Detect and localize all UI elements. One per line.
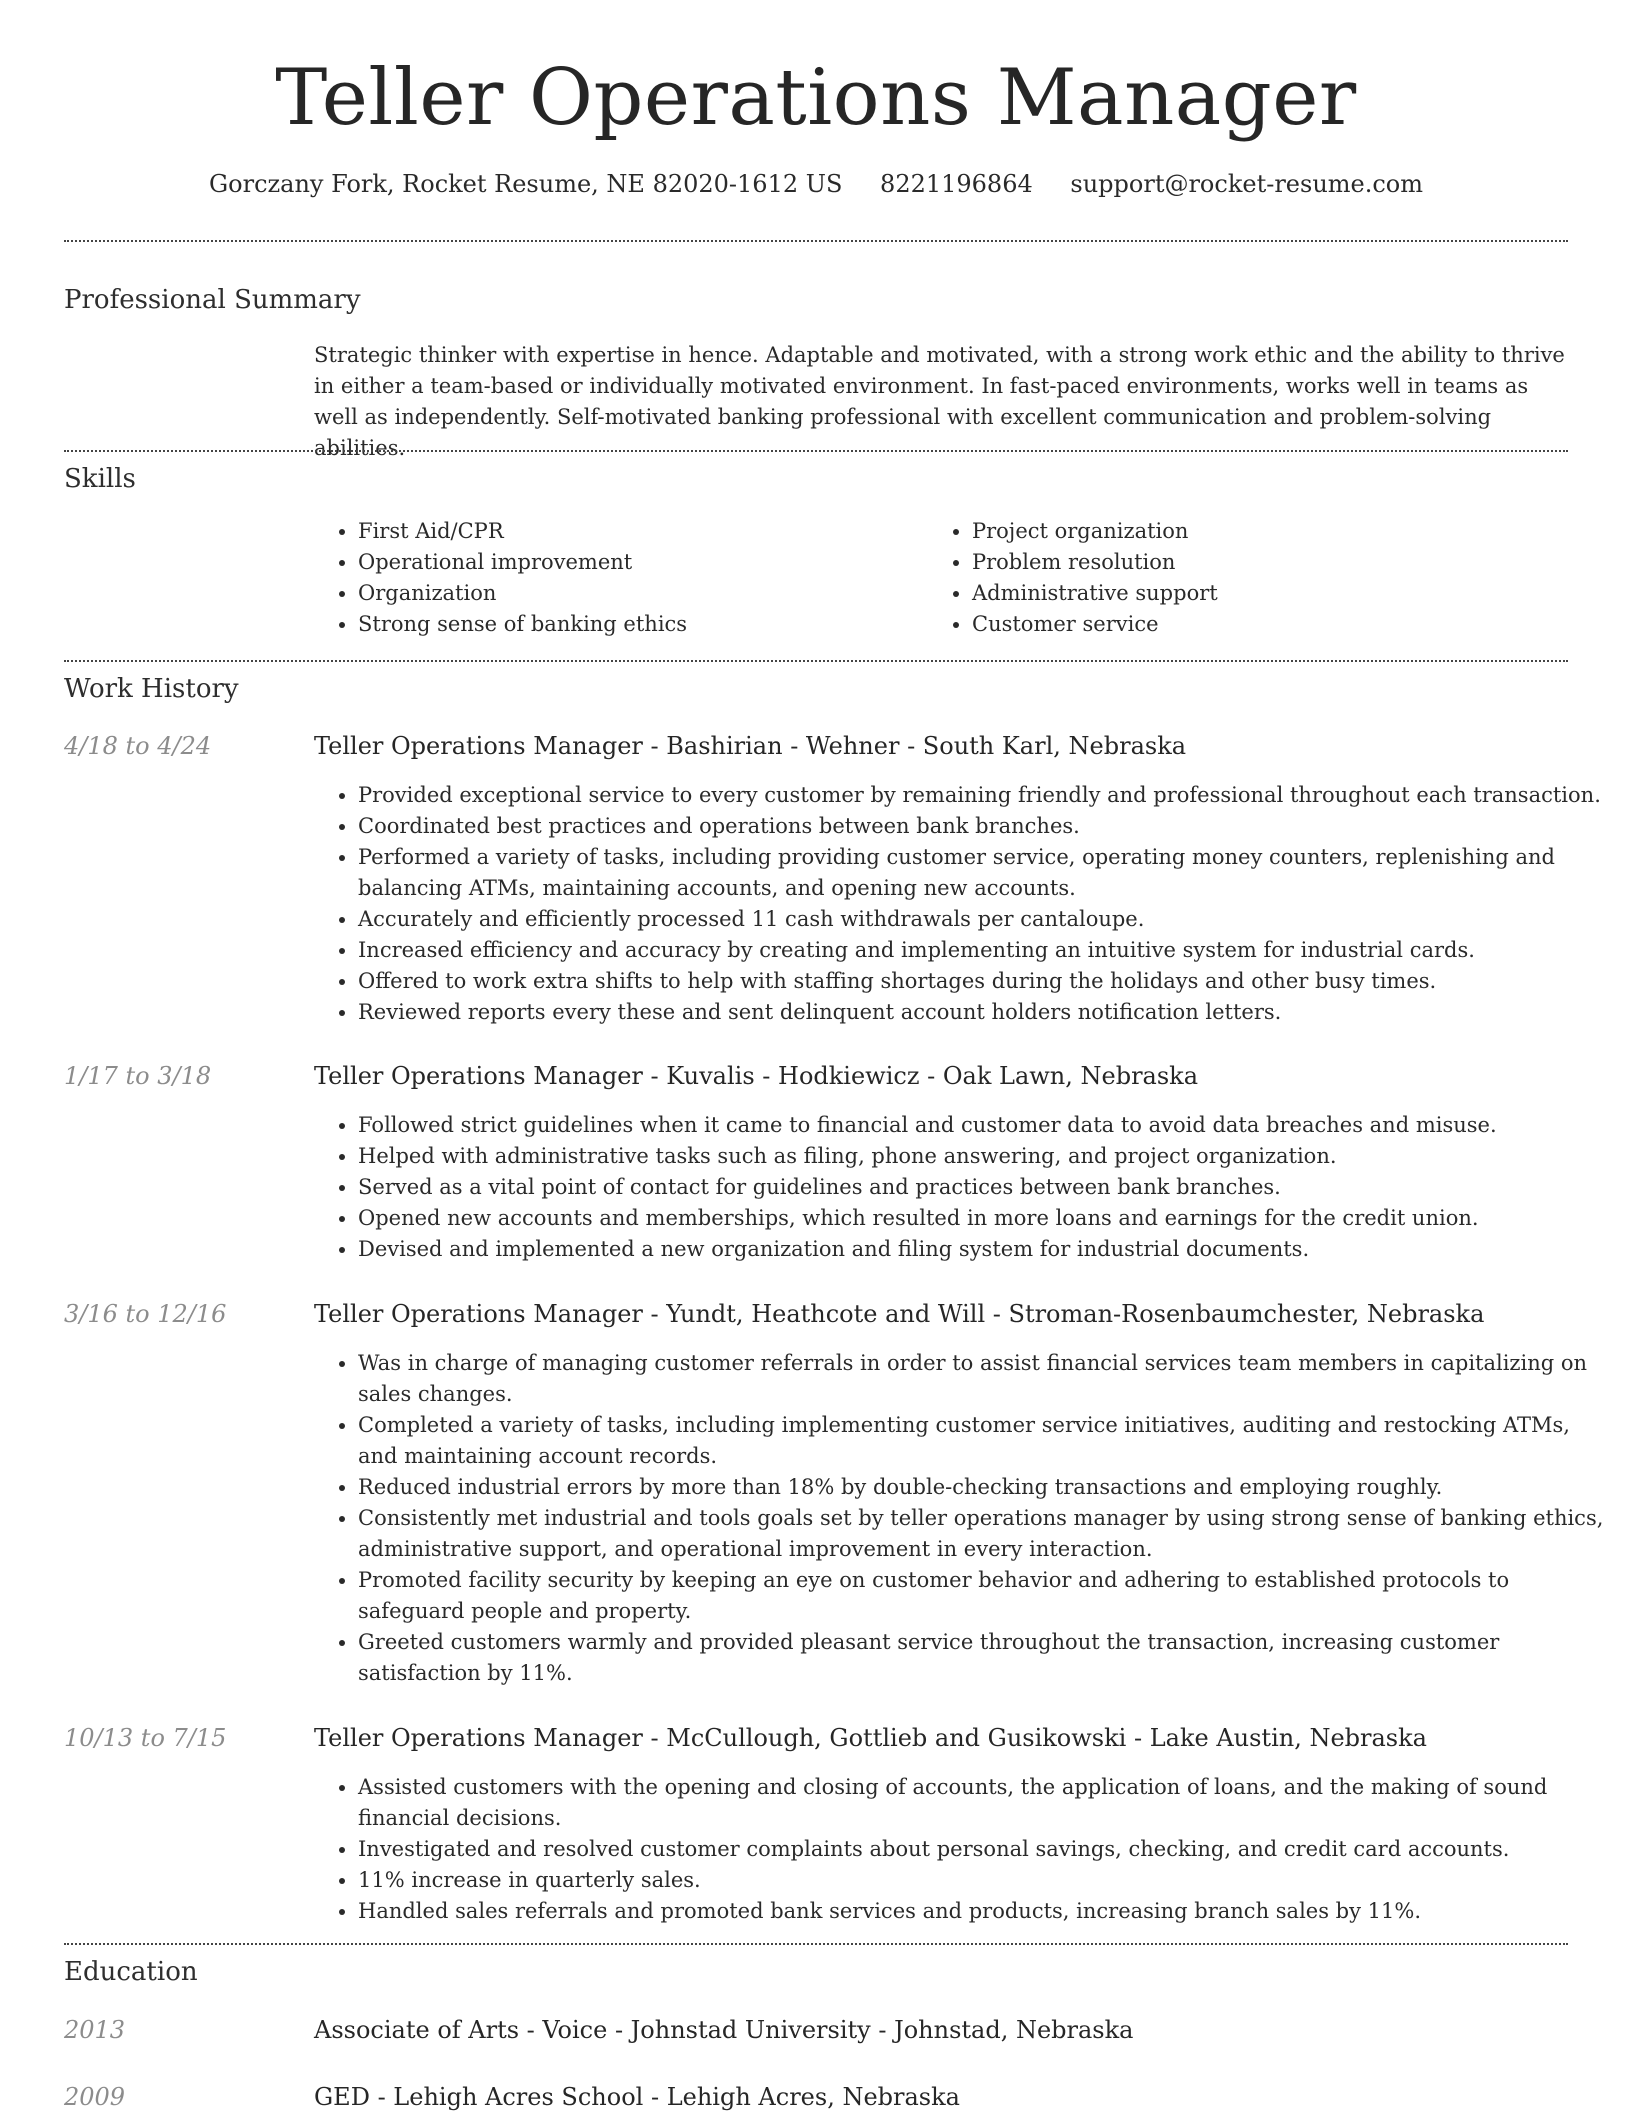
skills-list-left	[314, 516, 918, 640]
job-bullet: • Helped with administrative tasks such as filing, phone answering, and project organization.	[358, 1141, 1612, 1172]
skill-item: • First Aid/CPR	[358, 516, 918, 547]
section-divider	[64, 240, 1568, 242]
section-divider	[64, 450, 1568, 452]
skills-section-title: Skills	[64, 464, 136, 494]
section-divider	[64, 660, 1568, 662]
skill-item: • Organization	[358, 578, 918, 609]
education-section-title: Education	[64, 1957, 198, 1987]
job-bullet: • Provided exceptional service to every customer by remaining friendly and professional throughout each transaction.	[358, 780, 1612, 811]
education-degree: GED - Lehigh Acres School - Lehigh Acres, Nebraska	[314, 2083, 960, 2111]
contact-phone: 8221196864	[880, 170, 1033, 198]
job-bullets	[314, 1772, 1612, 1927]
job-bullet: • Accurately and efficiently processed 11 cash withdrawals per cantaloupe.	[358, 904, 1612, 935]
contact-email[interactable]: support@rocket-resume.com	[1070, 170, 1424, 198]
skill-item: • Operational improvement	[358, 547, 918, 578]
job-bullet: • 11% increase in quarterly sales.	[358, 1865, 1612, 1896]
resume-name-heading: Teller Operations Manager	[275, 53, 1357, 143]
education-degree: Associate of Arts - Voice - Johnstad University - Johnstad, Nebraska	[314, 2016, 1134, 2044]
skill-item: • Project organization	[972, 516, 1572, 547]
contact-line	[0, 168, 1632, 200]
job-bullet: • Served as a vital point of contact for guidelines and practices between bank branches.	[358, 1172, 1612, 1203]
job-dates: 10/13 to 7/15	[64, 1724, 227, 1752]
skill-item: • Strong sense of banking ethics	[358, 609, 918, 640]
job-bullet: • Was in charge of managing customer referrals in order to assist financial services team members in capitalizing on sales changes.	[358, 1348, 1612, 1410]
job-title: Teller Operations Manager - Kuvalis - Hodkiewicz - Oak Lawn, Nebraska	[314, 1062, 1199, 1090]
skills-list-right	[928, 516, 1572, 640]
job-title: Teller Operations Manager - McCullough, Gottlieb and Gusikowski - Lake Austin, Nebraska	[314, 1724, 1427, 1752]
job-bullet: • Offered to work extra shifts to help with staffing shortages during the holidays and other busy times.	[358, 966, 1612, 997]
job-bullet: • Increased efficiency and accuracy by creating and implementing an intuitive system for industrial cards.	[358, 935, 1612, 966]
job-bullet: • Greeted customers warmly and provided pleasant service throughout the transaction, increasing customer satisfaction by 11%.	[358, 1627, 1612, 1689]
job-title: Teller Operations Manager - Bashirian - Wehner - South Karl, Nebraska	[314, 732, 1187, 760]
job-bullets	[314, 1110, 1612, 1265]
job-bullet: • Investigated and resolved customer complaints about personal savings, checking, and credit card accounts.	[358, 1834, 1612, 1865]
job-dates: 1/17 to 3/18	[64, 1062, 212, 1090]
job-dates: 3/16 to 12/16	[64, 1300, 227, 1328]
job-bullet: • Performed a variety of tasks, including providing customer service, operating money counters, replenishing and balancing ATMs, maintaining accounts, and opening new accounts.	[358, 842, 1612, 904]
contact-address: Gorczany Fork, Rocket Resume, NE 82020-1612 US	[208, 170, 843, 198]
job-bullet: • Reduced industrial errors by more than 18% by double-checking transactions and employing roughly.	[358, 1472, 1612, 1503]
job-bullets	[314, 1348, 1612, 1689]
job-title: Teller Operations Manager - Yundt, Heathcote and Will - Stroman-Rosenbaumchester, Nebraska	[314, 1300, 1485, 1328]
job-bullet: • Coordinated best practices and operations between bank branches.	[358, 811, 1612, 842]
education-year: 2013	[64, 2016, 126, 2044]
job-bullet: • Promoted facility security by keeping an eye on customer behavior and adhering to established protocols to safeguard people and property.	[358, 1565, 1612, 1627]
job-bullet: • Assisted customers with the opening and closing of accounts, the application of loans, and the making of sound financial decisions.	[358, 1772, 1612, 1834]
skill-item: • Customer service	[972, 609, 1572, 640]
job-bullet: • Consistently met industrial and tools goals set by teller operations manager by using strong sense of banking ethics, administrative support, and operational improvement in every interaction.	[358, 1503, 1612, 1565]
summary-text: Strategic thinker with expertise in hence. Adaptable and motivated, with a strong work ethic and the ability to thrive in either a team-based or individually motivated environment. In fast-paced environments, works well in teams as well as independently. Self-motivated banking professional with excellent communication and problem-solving abilities.	[314, 343, 1565, 460]
job-bullet: • Reviewed reports every these and sent delinquent account holders notification letters.	[358, 997, 1612, 1028]
job-bullet: • Completed a variety of tasks, including implementing customer service initiatives, auditing and restocking ATMs, and maintaining account records.	[358, 1410, 1612, 1472]
job-bullets	[314, 780, 1612, 1028]
skill-item: • Administrative support	[972, 578, 1572, 609]
job-bullet: • Devised and implemented a new organization and filing system for industrial documents.	[358, 1234, 1612, 1265]
job-bullet: • Opened new accounts and memberships, which resulted in more loans and earnings for the credit union.	[358, 1203, 1612, 1234]
education-year: 2009	[64, 2083, 126, 2111]
job-dates: 4/18 to 4/24	[64, 732, 212, 760]
job-bullet: • Followed strict guidelines when it came to financial and customer data to avoid data breaches and misuse.	[358, 1110, 1612, 1141]
section-divider	[64, 1943, 1568, 1945]
job-bullet: • Handled sales referrals and promoted bank services and products, increasing branch sales by 11%.	[358, 1896, 1612, 1927]
summary-section-title: Professional Summary	[64, 285, 361, 315]
skill-item: • Problem resolution	[972, 547, 1572, 578]
work-history-section-title: Work History	[64, 674, 239, 704]
